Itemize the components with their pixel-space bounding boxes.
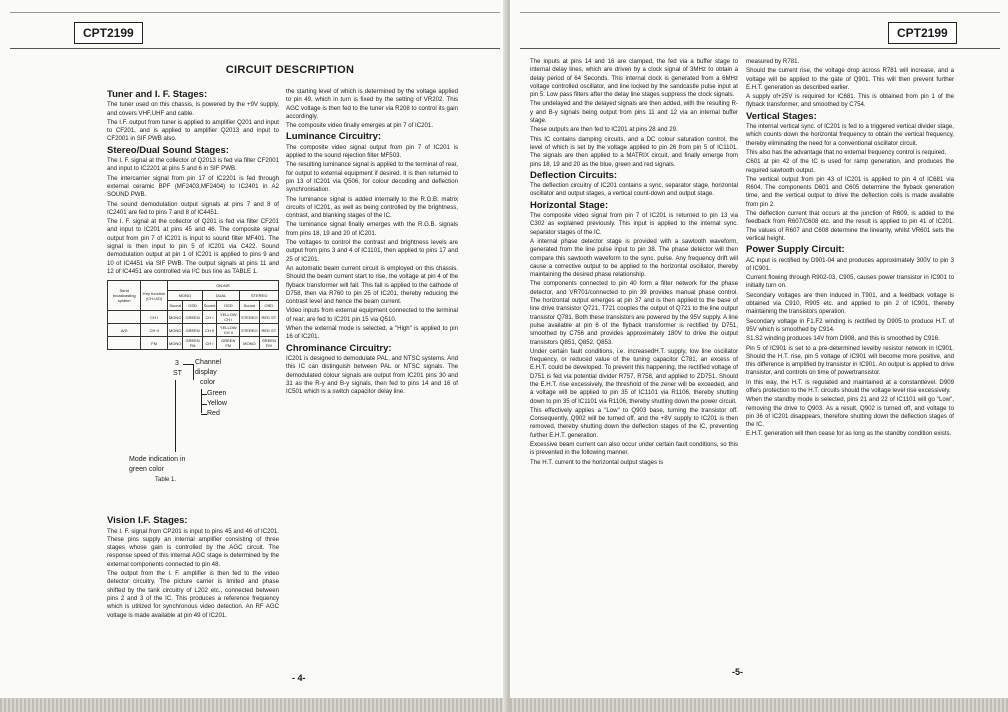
paragraph: The resulting luminance signal is applied to the terminal of rear, for output to external equipment if desired. It is then returned to pin 13 of IC201 via Q506, for colour decoding and deflection synchronisation.	[286, 161, 458, 194]
diagram-label: Mode indication in	[129, 456, 186, 464]
table-cell	[108, 337, 141, 350]
paragraph: Current flowing through R902-03, C905, causes power transistor in IC901 to initially turn on.	[746, 274, 954, 290]
paragraph: The voltages to control the contrast and brightness levels are output from pins 3 and 4 of IC1101, then applied to pins 17 and 25 of IC201.	[286, 239, 458, 263]
paragraph: A supply of+25V is required for IC681. This is obtained from pin 1 of the flyback transformer, and smoothed by C754.	[746, 93, 954, 109]
right-page	[510, 0, 1008, 712]
paragraph: The undelayed and the delayed signals are then added, with the resulting R-y and B-y signals being output from pins 11 and 12 via an internal buffer stage.	[530, 100, 738, 125]
paragraph: Pin 5 of IC901 is set to a pre-determined levelby resistor network in IC901. Should the H.T. rise, pin 5 voltage of IC901 will become more positive, and this difference is amplified by transistor in IC901. An output is applied to drive transistor, and controls on time of powertransistor.	[746, 344, 954, 377]
paragraph: An automatic beam current circuit is employed on this chassis. Should the beam current start to rise, the voltage at pin 4 of the flyback transformer will fall. This fall is applied to the cathode of D758, then via R760 to pin 25 of IC201, thereby reducing the contrast level and hence the beam current.	[286, 264, 458, 306]
table-cell: CH II	[202, 324, 217, 337]
table-cell: RED ST	[259, 324, 278, 337]
table-cell: STEREO	[240, 311, 259, 324]
paragraph: This effectively applies a "Low" to Q903 base, turning the transistor off. Consequently, Q902 will be turned off, and the +8V supply to IC201 is then removed, thereby shutting down the deflection stages of the IC, preventing further E.H.T. generation.	[530, 406, 738, 439]
heading-vision: Vision I.F. Stages:	[107, 515, 188, 527]
paragraph: A internal phase detector stage is provided with a sawtooth waveform, generated from the line pulse input to pin 38. The phase detector will then compare this sawtooth waveform to the sync. pulse. Any frequency drift will cause a corrective output to be applied to the horizontal oscillator, thereby maintaining the desired phase relationship.	[530, 237, 738, 279]
table-cell: CH I	[202, 337, 217, 350]
table-cell	[108, 311, 141, 324]
table-header-cell: MONO	[167, 291, 202, 301]
paragraph: The tuner used on this chassis, is powered by the +9V supply, and covers VHF,UHF and cable.	[107, 101, 279, 117]
diagram-label: Yellow	[207, 400, 227, 408]
diagram-label: 3	[175, 360, 179, 368]
heading-power: Power Supply Circuit:	[746, 244, 845, 256]
table-header-cell: OSD	[217, 301, 240, 311]
paragraph: The I. F. signal from CP201 is input to pins 45 and 46 of IC201. These pins supply an internal amplifier consisting of three stages whose gain is controlled by the AGC circuit. The response speed of this internal AGC stage is determined by the external components connected to pin 48.	[107, 527, 279, 568]
paragraph: The composite video signal output from pin 7 of IC201 is applied to the sound rejection filter MF503.	[286, 143, 458, 160]
paragraph: Should the current rise, the voltage drop across R781 will increase, and a voltage will be applied to the gate of Q901. This will then prevent further E.H.T. generation as described earlier.	[746, 67, 954, 91]
diagram-line	[201, 394, 207, 395]
paragraph: When the standby mode is selected, pins 21 and 22 of IC1101 will go "Low", removing the drive to Q903. As a result, Q902 is turned off, and voltage to pin 36 of IC201 disappears, therefore shutting down the deflection stages of the IC.	[746, 396, 954, 429]
table-cell: MONO	[167, 337, 182, 350]
table-cell: GREEN	[183, 311, 202, 324]
table-cell: RED ST	[259, 311, 278, 324]
table-cell: GREEN FM	[183, 337, 202, 350]
paragraph: The composite video signal from pin 7 of IC201 is returned to pin 13 via C302 as explained previously. This input is applied to the internal sync. separator stages of the IC.	[530, 212, 738, 236]
heading-tuner: Tuner and I. F. Stages:	[107, 89, 208, 100]
model-label-right: CPT2199	[888, 22, 957, 44]
paragraph: The sound demodulation output signals at pins 7 and 8 of IC2401 are fed to pins 7 and 8 of IC4451.	[107, 200, 279, 216]
table-header-cell: Send broadcasting system	[108, 281, 141, 311]
sound-mode-table	[107, 280, 279, 350]
table-header-cell: Sound	[167, 301, 182, 311]
table-header-cell: OSD	[183, 301, 202, 311]
column-1	[107, 88, 279, 621]
paragraph: These outputs are then fed to IC201 at pins 28 and 29.	[530, 126, 678, 134]
table-cell: STEREO	[240, 324, 259, 337]
paragraph: The I.F. output from tuner is applied to amplifier Q201 and input to CF201, and is applied to amplifier Q2013 and input to CF2001 in SIF PWB also.	[107, 118, 279, 143]
diagram-label: Table 1.	[155, 477, 177, 484]
table-cell: YELLOW CH II	[217, 324, 240, 337]
paragraph: the starting level of which is determined by the voltage applied to pin 49, which in turn is fixed by the setting of VR202. This AGC voltage is then fed to the tuner via R208 to control its gain accordingly.	[286, 88, 458, 120]
table-cell: MONO	[167, 324, 182, 337]
paragraph: Video inputs from external equipment connected to the terminal of rear, are fed to IC201 pin 15 via Q510.	[286, 307, 458, 323]
paragraph: The deflection current that occurs at the junction of R609, is added to the feedback from R607/C608 etc. and the result is applied to pin 41 of IC201. The values of R607 and C608 determine the linearity, whilst VR601 sets the vertical height.	[746, 210, 954, 242]
paragraph: The luminance signal finally emerges with the R.G.B. signals from pins 18, 19 and 20 of IC201.	[286, 221, 458, 237]
diagram-line	[201, 389, 202, 413]
table-header-cell: Sound	[202, 301, 217, 311]
paragraph: measured by R781.	[746, 58, 800, 65]
table-cell: A/D	[108, 324, 141, 337]
table-header-cell: Key function (CH.U/D)	[141, 281, 168, 311]
paragraph: The inputs at pins 14 and 16 are clamped, the fed via a buffer stage to internal delay lines, which are driven by a clock signal of 3MHz to obtain a delay period of 64 Seconds. This internal clock is generated from a 6MHz voltage controlled oscillator, and line locked by the sandcastle pulse input at pin 5. Low pass filters after the delay line stages suppress the clock signals.	[530, 58, 738, 99]
table-cell: GREEN FM	[259, 337, 278, 350]
diagram-label: Red	[207, 410, 220, 418]
paragraph: Excessive beam current can also occur under certain fault conditions, so this is prevented in the following manner.	[530, 441, 738, 457]
scan-edge-left	[0, 698, 505, 712]
paragraph: The vertical output from pin 43 of IC201 is applied to pin 4 of IC681 via R604. The components D601 and C605 determine the flyback generation time, and the vertical output to drive the deflection coils is made available from pin 2.	[746, 175, 954, 208]
diagram-line	[201, 414, 207, 415]
table-cell: MONO	[167, 311, 182, 324]
diagram-label: Green	[207, 390, 227, 398]
column-4	[746, 58, 954, 440]
paragraph: S1.S2 winding produces 14V from D908, and this is smoothed by C916.	[746, 335, 940, 343]
diagram-line	[201, 404, 207, 405]
paragraph: The H.T. current to the horizontal output stages is	[530, 458, 664, 466]
diagram-label: Channel	[195, 359, 222, 367]
paragraph: The internal vertical sync. of IC201 is fed to a triggered vertical divider stage, which counts down the horizontal frequency to obtain the vertical frequency, thereby eliminating the need for a conventional oscillator circuit.	[746, 123, 954, 147]
diagram-line	[175, 380, 176, 452]
paragraph: The I. F. signal at the collector of Q201 is fed via filter CF201 and input to IC201 at pins 45 and 46. The composite signal output from pin 7 of IC201 is input to sound filter MF401. The signal is then input to pin 5 of IC201 via C422. Sound demodulation output at pin 1 of IC201 is applied to pins 9 and 10 of IC4451 via SIF PWB. The output signals at pins 11 and 12 of IC4451 are controlled via I²C bus line as TABLE 1.	[107, 218, 279, 275]
diagram-label: color	[200, 379, 216, 387]
diagram-label: display	[195, 369, 217, 377]
table-row	[108, 324, 279, 337]
heading-chrominance: Chrominance Circuitry:	[286, 342, 392, 354]
paragraph: Secondary voltages are then induced in T901, and a feedback voltage is obtained via C910, R905 etc. and applied to pin 2 of IC901, thereby maintaining the transistors operation.	[746, 291, 954, 316]
column-2	[286, 88, 458, 397]
table-header-cell: Sound	[240, 301, 259, 311]
paragraph: IC201 is designed to demodulate PAL, and NTSC systems. And this IC can distinguish between PAL or NTSC signals. The demodulated colour signals are output from IC201 pins 30 and 31 as the R-y and B-y signals, then fed to pins 14 and 16 of IC501 which is a switch capacitor delay line.	[286, 354, 458, 396]
paragraph: C601 at pin 42 of the IC is used for ramp generation, and produces the required sawtooth output.	[746, 158, 954, 174]
table-cell: MONO	[240, 337, 259, 350]
heading-vertical: Vertical Stages:	[746, 110, 817, 122]
paragraph: Secondary voltage in F1.F2 winding is rectified by D905 to produce H.T. of 95V which is smoothed by C914.	[746, 317, 954, 333]
page-title: CIRCUIT DESCRIPTION	[225, 64, 355, 76]
scan-edge-right	[510, 698, 1008, 712]
model-label-left: CPT2199	[74, 22, 143, 44]
table-cell: CH I	[202, 311, 217, 324]
paragraph: The intercarrier signal from pin 17 of IC2201 is fed through external ceramic BPF (MF2403,MF2404) to IC2401 in A2 SOUND PWB.	[107, 174, 279, 199]
paragraph: The luminance signal is added internally to the R.G.B. matrix circuits of IC201, as well as being controlled by the brightness, contrast, and blanking stages of the IC.	[286, 195, 458, 220]
table-row	[108, 337, 279, 350]
heading-luminance: Luminance Circuitry:	[286, 131, 382, 143]
table-cell: FM	[141, 337, 168, 350]
diagram-line	[183, 364, 193, 365]
page-number-right: -5-	[732, 667, 743, 677]
heading-deflection: Deflection Circuits:	[530, 169, 618, 181]
table-row	[108, 311, 279, 324]
table-header-cell: OSD	[259, 301, 278, 311]
diagram-label: ST	[173, 370, 182, 378]
paragraph: AC input is rectified by D901-04 and produces approximately 300V to pin 3 of IC901.	[746, 256, 954, 272]
paragraph: The output from the I. F. amplifier is then fed to the video detector circuitry. The picture carrier is limited and phase shifted by the tank circuitry of L202 etc., connected between pins 2 and 3 of the IC. This produces a reference frequency which is utilized for synchronous video detection. An RF AGC voltage is made available at pin 49 of IC201.	[107, 570, 279, 619]
paragraph: In this way, the H.T. is regulated and maintained at a constantlevel. D909 offers protection to the H.T. circuits should the voltage level rise excessively.	[746, 378, 954, 394]
paragraph: The I. F. signal at the collector of Q2013 is fed via filter CF2001 and input to IC2201 at pins 5 and 6 in SIF PWB.	[107, 157, 279, 173]
page-number-left: - 4-	[292, 673, 306, 683]
osd-indication-diagram	[107, 356, 279, 514]
table-cell: GREEN FM	[217, 337, 240, 350]
paragraph: The deflection circuitry of IC201 contains a sync, separator stage, horizontal oscillator and output stages, a vertical count-down and output stage.	[530, 182, 738, 198]
table-cell: CH I	[141, 311, 168, 324]
paragraph: When the external mode is selected, a "High" is applied to pin 16 of IC201.	[286, 325, 458, 341]
table-header-cell: DUAL	[202, 291, 239, 301]
paragraph: The composite video finally emerges at pin 7 of IC201.	[286, 122, 434, 130]
paragraph: E.H.T. generation will then cease for as long as the standby condition exists.	[746, 430, 952, 438]
heading-stereo: Stereo/Dual Sound Stages:	[107, 144, 229, 156]
column-3	[530, 58, 738, 468]
table-cell: CH II	[141, 324, 168, 337]
paragraph: This also has the advantage that no external frequency control is required.	[746, 148, 947, 156]
table-cell: GREEN	[183, 324, 202, 337]
paragraph: Under certain fault conditions, i.e. increasedH.T. supply, low line oscillator frequency, or reduced value of the tuning capacitor C781, an excess of E.H.T. could be developed. To prevent this happening, the rectified voltage of D751 is fed via potential divider R757, R758, and applied to ZD751. Should the E.H.T. rise excessively, the threshold of the zener will be exceeded, and a voltage will be applied to pin 35 of IC1101 via R1106, thereby shutting down to pin 35 of IC1101 via R1106, thereby shutting down the power circuit.	[530, 347, 738, 405]
diagram-line	[193, 364, 194, 380]
diagram-label: green color	[129, 466, 165, 474]
paragraph: This IC contains damping circuits, and a DC colour saturation control, the level of which is set by the voltage applied to pin 26 from pin 5 of IC1101. The signals are then applied to a MATRIX circuit, and finally emerge from pins 18, 19 and 20 as the blue, green and red signals.	[530, 135, 738, 168]
table-header-cell: ON AIR	[167, 281, 278, 291]
paragraph: The components connected to pin 40 form a filter network for the phase detector, and VR701/connected to pin 39 provides manual phase control. The horizontal output emerges at pin 37 and is then applied to the base of line drive transistor Q721, T721 couples the output of Q721 to the line output transistor Q781. Both these transistors are powered by the 95V supply. A line pulse available at pin 6 of the flyback transformer is rectified by D751, smoothed by C756 and provides approximately 180V to drive the output transistors Q851, Q852, Q853.	[530, 280, 738, 346]
table-header-cell: STEREO	[240, 291, 279, 301]
heading-horizontal: Horizontal Stage:	[530, 199, 609, 211]
table-cell: YELLOW CH I	[217, 311, 240, 324]
